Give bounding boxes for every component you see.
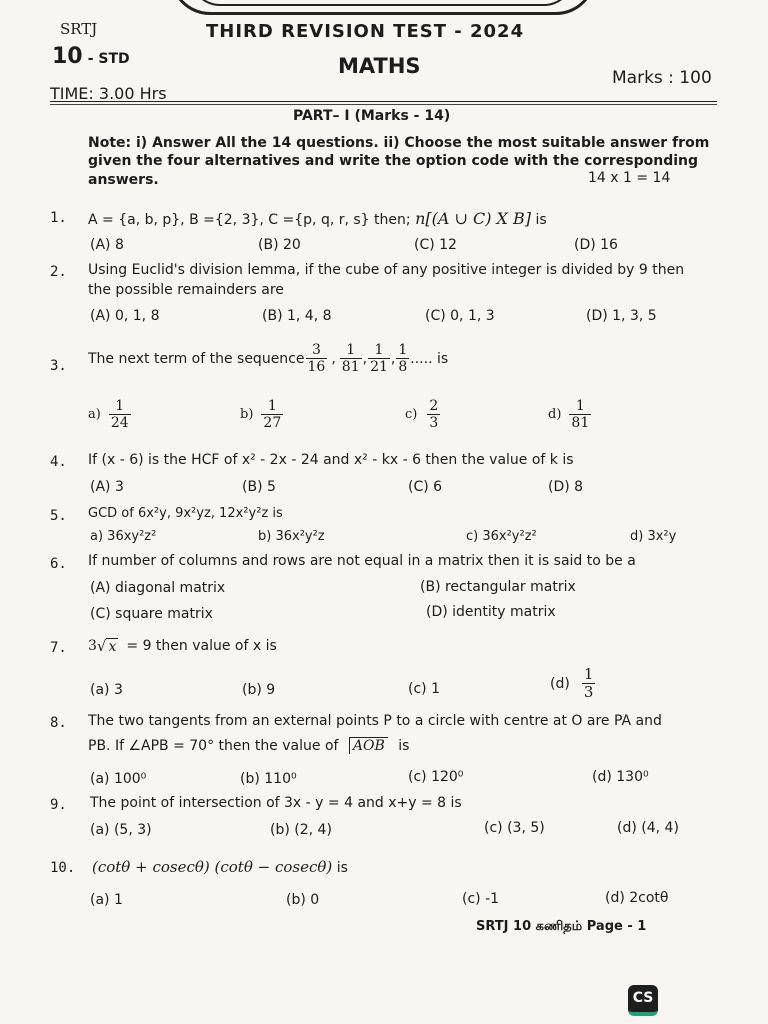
- camscanner-logo-icon: CS: [628, 985, 658, 1016]
- option-d: (D) 8: [548, 479, 584, 495]
- question-7-text: [88, 637, 277, 655]
- option-c: (c) -1: [462, 891, 500, 907]
- question-text: A = {a, b, p}, B ={2, 3}, C ={p, q, r, s} then;: [88, 212, 411, 228]
- option-a: (A) 3: [90, 479, 124, 495]
- option-d: (d) $\frac{1}{3}$: [550, 665, 594, 702]
- option-a: a) 36xy²z²: [90, 529, 157, 544]
- question-text-end: is: [398, 738, 410, 754]
- question-4-text: If (x - 6) is the HCF of x² - 2x - 24 and x² - kx - 6 then the value of k is: [88, 452, 574, 468]
- option-c: (C) square matrix: [90, 606, 213, 622]
- option-c: (C) 6: [408, 479, 443, 495]
- option-b: (B) 5: [242, 479, 276, 495]
- angle-notation: AOB: [349, 737, 388, 754]
- note-line-1: Note: i) Answer All the 14 questions. ii) Choose the most suitable answer from: [88, 135, 710, 151]
- option-a: (a) 3: [90, 682, 123, 698]
- question-number: 5.: [50, 508, 67, 524]
- option-b: (b) 110⁰: [240, 771, 297, 787]
- question-text-end: is: [535, 212, 547, 228]
- option-d: d) 3x²y: [630, 529, 677, 544]
- question-number: 8.: [50, 715, 67, 731]
- option-a: a) $\frac{1}{24}$: [88, 398, 129, 432]
- option-c: (C) 12: [414, 237, 457, 253]
- part-title: PART– I (Marks - 14): [293, 108, 451, 124]
- radicand: x: [108, 638, 117, 655]
- question-text: The next term of the sequence: [88, 350, 305, 367]
- sqrt-icon: √: [96, 637, 107, 655]
- option-b: (b) (2, 4): [270, 822, 332, 838]
- option-b: (b) 9: [242, 682, 276, 698]
- question-number: 6.: [50, 556, 67, 572]
- coefficient: 3: [88, 638, 97, 654]
- header-divider: [50, 101, 717, 102]
- option-b: b) 36x²y²z: [258, 529, 325, 544]
- total-marks: Marks : 100: [612, 68, 712, 88]
- header-border-arc-inner: [190, 0, 574, 6]
- option-c: c) $\frac{2}{3}$: [405, 398, 439, 432]
- option-c: (c) (3, 5): [484, 820, 545, 836]
- sequence-term-4: $\frac{1}{8}$: [398, 342, 408, 376]
- exam-title: THIRD REVISION TEST - 2024: [206, 21, 525, 42]
- option-a: (A) 8: [90, 237, 124, 253]
- option-b: (b) 0: [286, 892, 320, 908]
- math-expression: (cotθ + cosecθ) (cotθ − cosecθ): [92, 858, 333, 876]
- question-number: 10.: [50, 860, 76, 876]
- option-a: (a) 1: [90, 892, 123, 908]
- question-2-line-2: the possible remainders are: [88, 282, 284, 298]
- page-footer: SRTJ 10 கணிதம் Page - 1: [476, 919, 647, 934]
- option-d: (D) identity matrix: [426, 604, 556, 620]
- time-allowed: TIME: 3.00 Hrs: [50, 84, 167, 103]
- option-a: (A) diagonal matrix: [90, 580, 226, 596]
- question-number: 4.: [50, 454, 67, 470]
- header-divider-2: [50, 104, 717, 105]
- question-text-end: is: [336, 860, 348, 876]
- question-number: 1.: [50, 210, 67, 226]
- option-c: (c) 120⁰: [408, 769, 464, 785]
- note-line-3: answers.: [88, 172, 159, 188]
- question-9-text: The point of intersection of 3x - y = 4 and x+y = 8 is: [90, 795, 462, 811]
- option-d: (d) 130⁰: [592, 769, 649, 785]
- question-2-line-1: Using Euclid's division lemma, if the cube of any positive integer is divided by 9 then: [88, 262, 685, 278]
- question-number: 7.: [50, 640, 67, 656]
- school-code: SRTJ: [60, 20, 98, 38]
- subject-title: MATHS: [338, 54, 421, 78]
- question-3-text: The next term of the sequence $\frac{3}{16}$ , $\frac{1}{81}$ , $\frac{1}{21}$ , $\frac{1}{8}$ ..... is: [88, 342, 449, 376]
- question-number: 3.: [50, 358, 67, 374]
- option-a: (A) 0, 1, 8: [90, 308, 160, 324]
- note-line-2: given the four alternatives and write the option code with the corresponding: [88, 153, 699, 169]
- question-text-end: ..... is: [410, 350, 449, 367]
- question-8-line-2: [88, 738, 409, 754]
- option-a: (a) 100⁰: [90, 771, 147, 787]
- option-b: (B) 20: [258, 237, 301, 253]
- option-d: (D) 16: [574, 237, 618, 253]
- option-b: (B) 1, 4, 8: [262, 308, 332, 324]
- option-d: d) $\frac{1}{81}$: [548, 398, 590, 432]
- option-d: (d) 2cotθ: [605, 890, 669, 906]
- option-b: (B) rectangular matrix: [420, 579, 576, 595]
- math-expression: n[(A ∪ C) X B]: [415, 209, 532, 228]
- sequence-term-3: $\frac{1}{21}$: [370, 342, 388, 376]
- option-d: (d) (4, 4): [617, 820, 679, 836]
- question-8-line-1: The two tangents from an external points P to a circle with centre at O are PA and: [88, 713, 662, 729]
- question-number: 9.: [50, 797, 67, 813]
- sequence-term-1: $\frac{3}{16}$: [307, 342, 326, 376]
- question-text: = 9 then value of x is: [126, 638, 277, 654]
- question-6-text: If number of columns and rows are not equal in a matrix then it is said to be a: [88, 553, 636, 569]
- standard-label: - STD: [87, 51, 130, 67]
- question-text: PB. If ∠APB = 70° then the value of: [88, 738, 339, 754]
- marks-calculation: 14 x 1 = 14: [588, 170, 671, 186]
- option-c: (c) 1: [408, 681, 440, 697]
- standard: [52, 44, 130, 69]
- option-c: c) 36x²y²z²: [466, 529, 537, 544]
- question-1-text: [88, 209, 547, 228]
- question-5-text: GCD of 6x²y, 9x²yz, 12x²y²z is: [88, 506, 283, 521]
- option-d: (D) 1, 3, 5: [586, 308, 657, 324]
- sequence-term-2: $\frac{1}{81}$: [341, 342, 360, 376]
- option-b: b) $\frac{1}{27}$: [240, 398, 282, 432]
- question-10-text: [92, 858, 348, 876]
- option-c: (C) 0, 1, 3: [425, 308, 495, 324]
- question-number: 2.: [50, 264, 67, 280]
- option-a: (a) (5, 3): [90, 822, 152, 838]
- standard-number: 10: [52, 44, 83, 69]
